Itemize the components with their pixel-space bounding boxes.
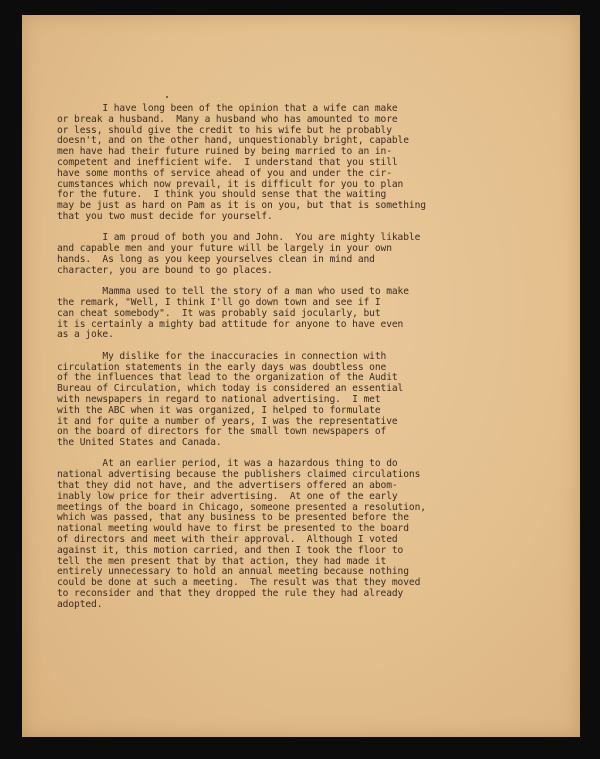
text-line: cumstances which now prevail, it is difficult for you to plan xyxy=(57,178,404,190)
text-line: of the influences that lead to the organization of the Audit xyxy=(57,372,398,384)
text-line: the United States and Canada. xyxy=(57,437,222,449)
text-line: doesn't, and on the other hand, unquestionably bright, capable xyxy=(57,135,409,147)
text-line: as a joke. xyxy=(57,329,114,341)
ink-speck xyxy=(166,96,168,98)
letter-paragraph xyxy=(57,459,527,610)
text-line: national meeting would have to first be presented to the board xyxy=(57,523,409,535)
letter-paragraph xyxy=(57,287,527,341)
letter-paragraph xyxy=(57,104,527,223)
text-line: against it, this motion carried, and then I took the floor to xyxy=(57,544,404,556)
text-line: that they did not have, and the advertisers offered an abom- xyxy=(57,480,398,492)
text-line: tell the men present that by that action, they had made it xyxy=(57,555,387,567)
text-line: adopted. xyxy=(57,598,103,610)
text-line: have some months of service ahead of you and under the cir- xyxy=(57,167,392,179)
text-line: men have had their future ruined by being married to an in- xyxy=(57,146,392,158)
text-line: national advertising because the publishers claimed circulations xyxy=(57,469,421,481)
text-line: with the ABC when it was organized, I helped to formulate xyxy=(57,404,381,416)
text-line: or less, should give the credit to his wife but he probably xyxy=(57,124,392,136)
text-line: Mamma used to tell the story of a man who used to make xyxy=(57,286,409,298)
text-line: I am proud of both you and John. You are mighty likable xyxy=(57,232,421,244)
text-line: circulation statements in the early days was doubtless one xyxy=(57,361,387,373)
text-line: with newspapers in regard to national advertising. I met xyxy=(57,393,381,405)
text-line: to reconsider and that they dropped the rule they had already xyxy=(57,588,404,600)
text-line: Bureau of Circulation, which today is considered an essential xyxy=(57,383,404,395)
text-line: entirely unnecessary to hold an annual meeting because nothing xyxy=(57,566,409,578)
text-line: At an earlier period, it was a hazardous thing to do xyxy=(57,458,398,470)
text-line: can cheat somebody". It was probably said jocularly, but xyxy=(57,307,381,319)
text-line: the remark, "Well, I think I'll go down town and see if I xyxy=(57,296,381,308)
text-line: that you two must decide for yourself. xyxy=(57,210,273,222)
text-line: for the future. I think you should sense that the waiting xyxy=(57,189,387,201)
text-line: of directors and meet with their approval. Although I voted xyxy=(57,534,398,546)
letter-paragraph xyxy=(57,233,527,276)
text-line: inably low price for their advertising. At one of the early xyxy=(57,490,398,502)
text-line: competent and inefficient wife. I understand that you still xyxy=(57,156,398,168)
text-line: it is certainly a mighty bad attitude for anyone to have even xyxy=(57,318,404,330)
text-line: My dislike for the inaccuracies in connection with xyxy=(57,350,387,362)
text-line: and capable men and your future will be largely in your own xyxy=(57,243,392,255)
text-line: on the board of directors for the small town newspapers of xyxy=(57,426,387,438)
text-line: it and for quite a number of years, I was the representative xyxy=(57,415,398,427)
text-line: hands. As long as you keep yourselves clean in mind and xyxy=(57,253,375,265)
text-line: character, you are bound to go places. xyxy=(57,264,273,276)
letter-body xyxy=(57,104,527,621)
text-line: may be just as hard on Pam as it is on you, but that is something xyxy=(57,200,426,212)
text-line: could be done at such a meeting. The result was that they moved xyxy=(57,577,421,589)
text-line: I have long been of the opinion that a wife can make xyxy=(57,103,398,114)
text-line: meetings of the board in Chicago, someone presented a resolution, xyxy=(57,501,426,513)
text-line: which was passed, that any business to be presented before the xyxy=(57,512,409,524)
text-line: or break a husband. Many a husband who has amounted to more xyxy=(57,113,398,125)
letter-paragraph xyxy=(57,352,527,449)
